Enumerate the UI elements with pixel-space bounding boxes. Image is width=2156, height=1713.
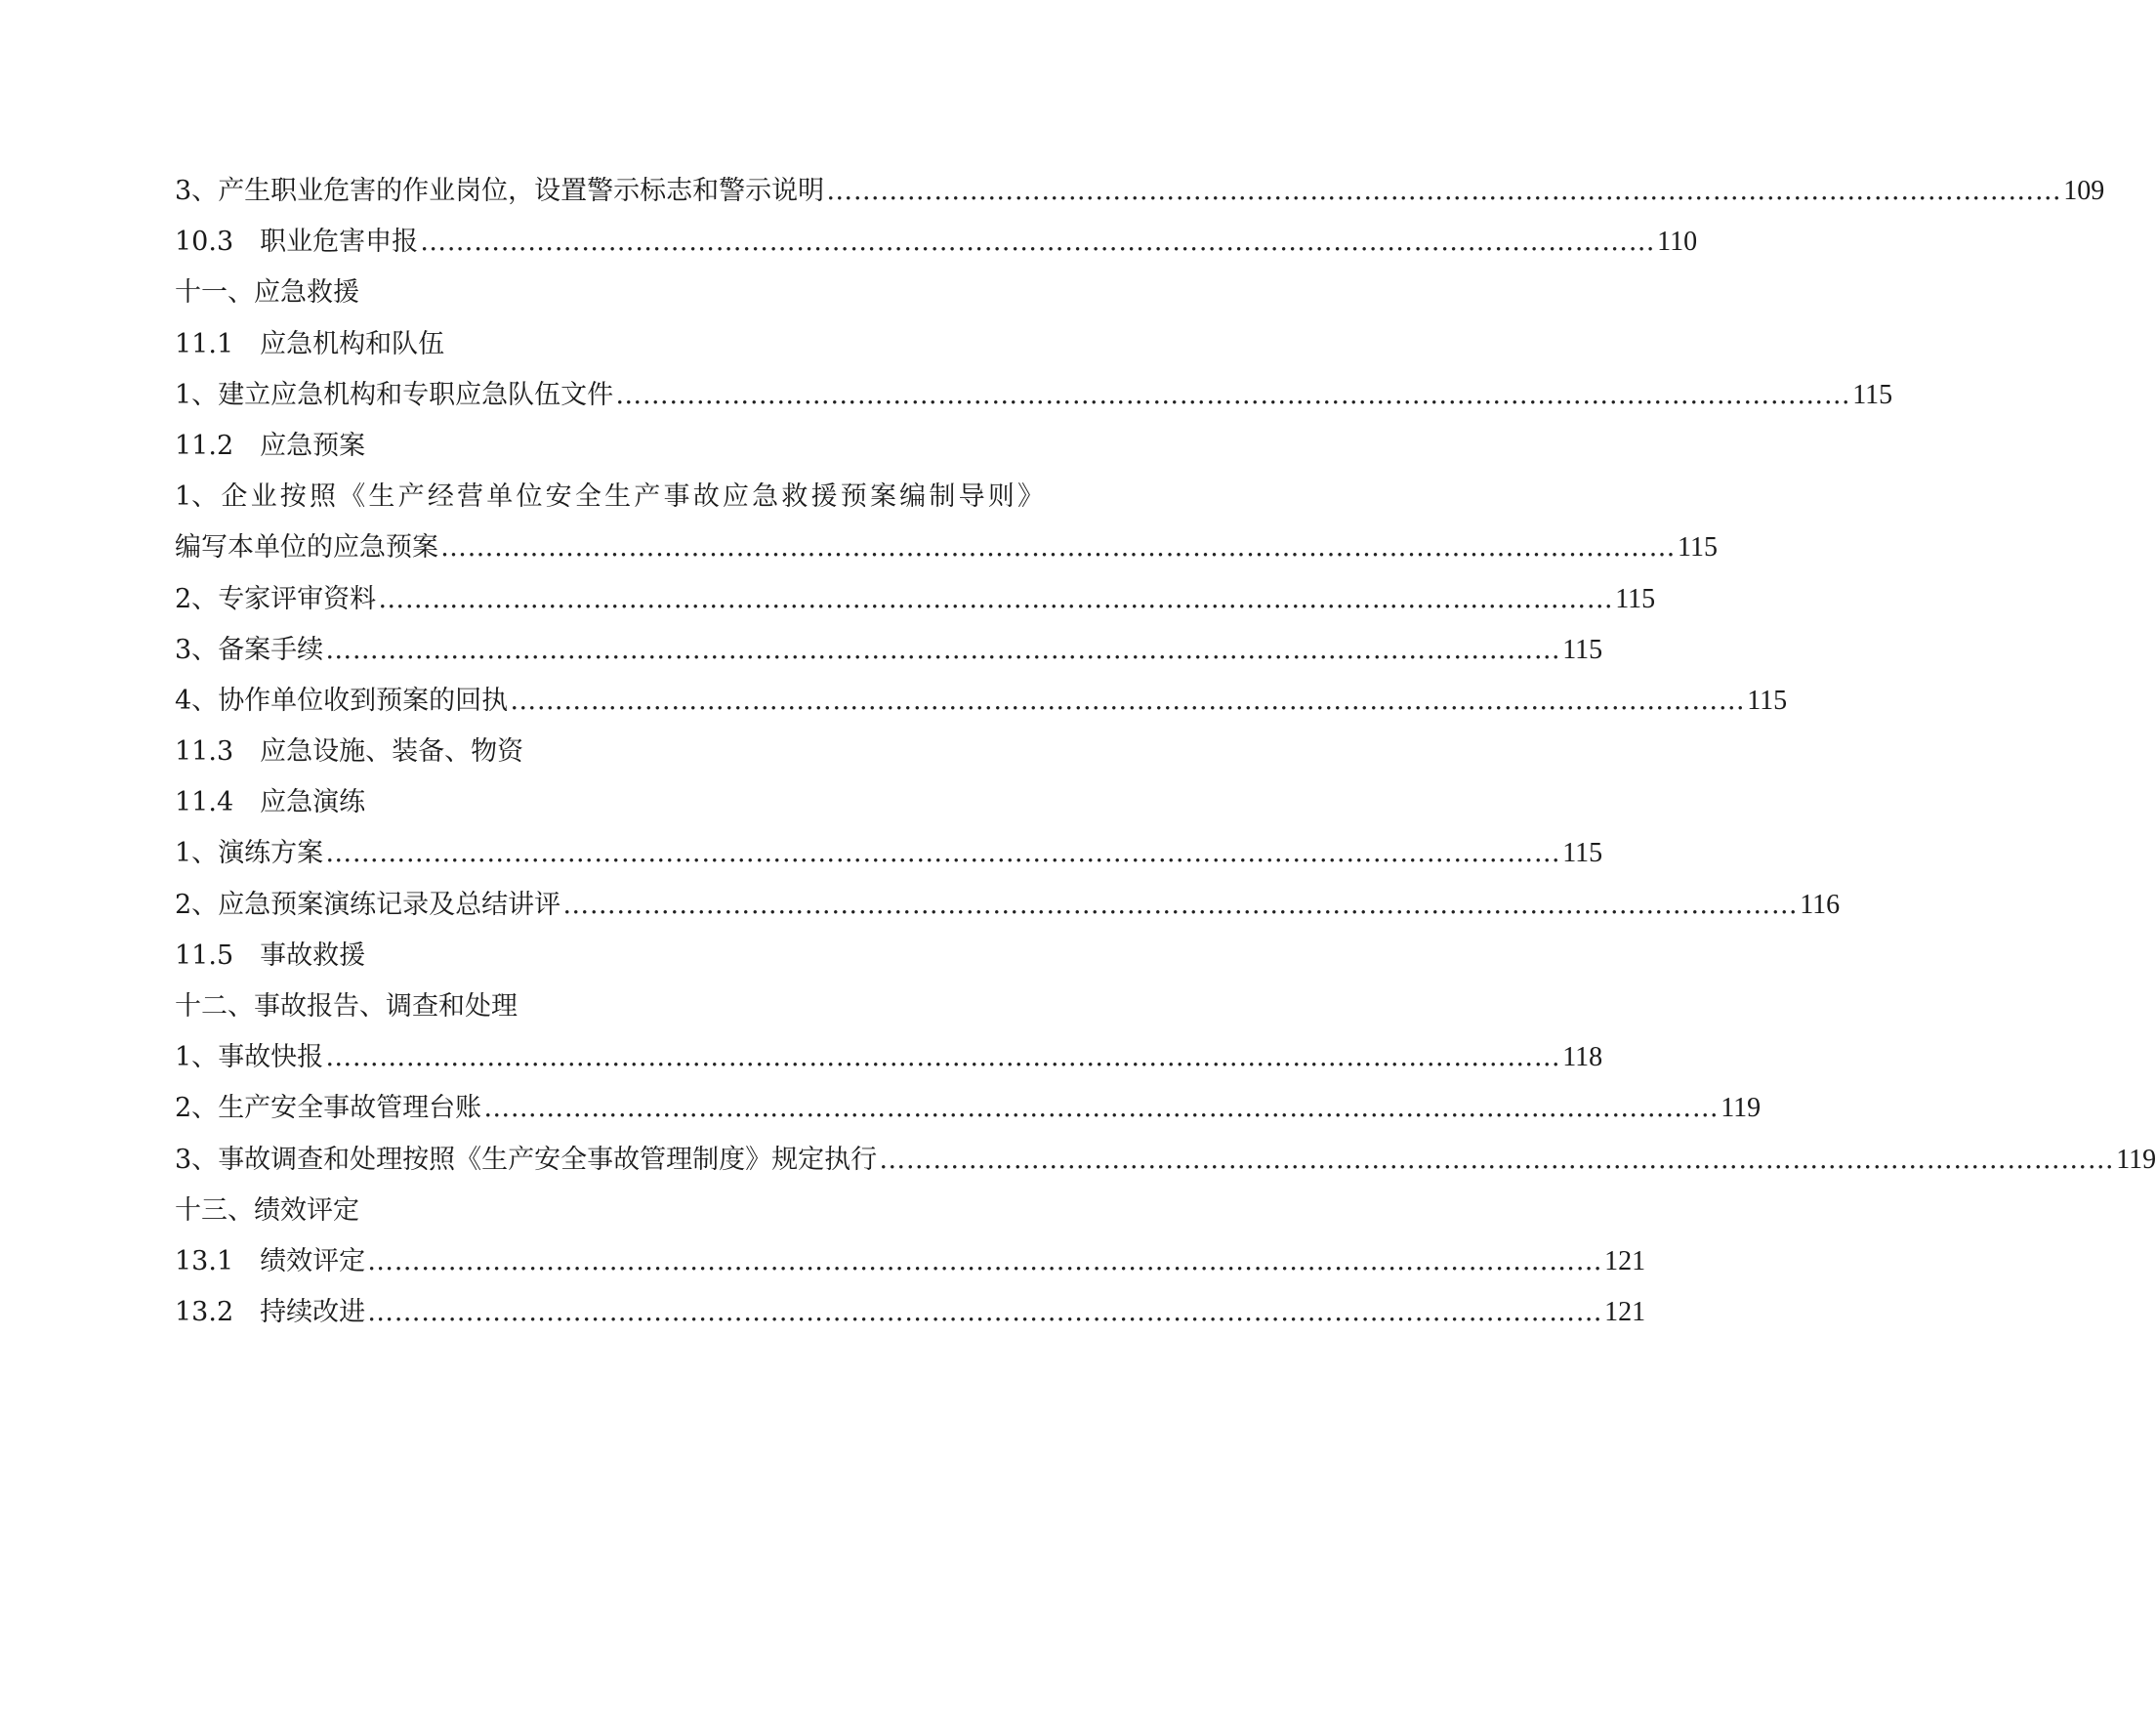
toc-entry-label: 应急机构和队伍	[260, 328, 445, 359]
toc-dot-leader: …………………………………………………………………………………………………………………………	[510, 685, 1746, 716]
toc-entry	[175, 1135, 2156, 1186]
toc-entry-title	[175, 828, 323, 879]
toc-entry-label: 十二、事故报告、调查和处理	[175, 991, 518, 1022]
toc-entry-number: 11.3	[175, 736, 261, 768]
toc-entry-label: 事故救援	[260, 940, 366, 971]
toc-entry-number: 3、	[175, 176, 219, 206]
toc-dot-leader: …………………………………………………………………………………………………………………………	[420, 227, 1656, 258]
toc-page-number: 121	[1604, 1245, 1646, 1276]
toc-entry-label: 事故快报	[218, 1042, 324, 1073]
toc-entry	[175, 1287, 1646, 1338]
toc-entry-title	[175, 1083, 481, 1134]
toc-entry	[175, 727, 1044, 777]
toc-page-number: 110	[1657, 227, 1698, 258]
toc-entry-label: 专家评审资料	[218, 583, 377, 614]
toc-dot-leader: …………………………………………………………………………………………………………………………	[367, 1297, 1603, 1328]
toc-entry-number: 13.1	[175, 1245, 261, 1276]
toc-dot-leader: …………………………………………………………………………………………………………………………	[562, 889, 1799, 920]
toc-entry-number: 2、	[175, 583, 219, 614]
toc-entry	[175, 1032, 1603, 1083]
toc-entry-label: 持续改进	[260, 1297, 366, 1328]
toc-entry-title	[175, 676, 508, 727]
toc-entry-label: 应急演练	[260, 787, 366, 818]
toc-entry-number: 2、	[175, 889, 219, 920]
toc-dot-leader: …………………………………………………………………………………………………………………………	[615, 379, 1851, 410]
toc-entry-number: 2、	[175, 1093, 219, 1124]
toc-dot-leader: …………………………………………………………………………………………………………………………	[879, 1144, 2115, 1175]
toc-entry-number: 1、	[175, 1042, 219, 1073]
toc-entry-number: 1、	[175, 379, 219, 410]
toc-page-number: 109	[2063, 176, 2105, 206]
toc-entry-label: 编写本单位的应急预案	[175, 532, 438, 564]
toc-entry-label: 职业危害申报	[260, 227, 419, 258]
toc-entry-number: 11.2	[175, 430, 261, 461]
toc-entry-number: 11.5	[175, 940, 261, 971]
toc-entry-number: 13.2	[175, 1297, 261, 1328]
toc-dot-leader: …………………………………………………………………………………………………………………………	[440, 532, 1676, 564]
toc-entry	[175, 931, 1044, 982]
toc-entry-number: 11.4	[175, 787, 261, 818]
toc-entry	[175, 1083, 1762, 1134]
toc-entry-title	[175, 1287, 365, 1338]
toc-entry-title	[175, 982, 518, 1032]
toc-entry-title	[175, 268, 359, 318]
toc-entry	[175, 370, 1893, 421]
toc-dot-leader: …………………………………………………………………………………………………………………………	[325, 634, 1561, 665]
toc-entry-number: 1、	[175, 838, 219, 869]
toc-entry-title	[175, 777, 365, 828]
toc-entry-label: 演练方案	[218, 838, 324, 869]
toc-entry-title	[175, 625, 323, 676]
toc-entry-label: 产生职业危害的作业岗位，设置警示标志和警示说明	[218, 176, 825, 206]
toc-entry	[175, 268, 1044, 318]
toc-page-number: 116	[1800, 889, 1841, 920]
toc-page-number: 115	[1678, 532, 1718, 564]
toc-entry-label: 十三、绩效评定	[175, 1194, 359, 1226]
toc-page-number: 115	[1852, 379, 1893, 410]
toc-entry-title	[175, 472, 1044, 522]
toc-entry-label: 事故调查和处理按照《生产安全事故管理制度》规定执行	[218, 1144, 878, 1175]
toc-entry	[175, 166, 2105, 217]
toc-entry-number: 1、	[175, 481, 219, 513]
toc-page-number: 119	[1721, 1093, 1762, 1124]
toc-entry	[175, 880, 1841, 931]
toc-page-number: 115	[1562, 634, 1603, 665]
toc-entry-title	[175, 727, 523, 777]
toc-entry-title	[175, 421, 365, 472]
toc-entry-title	[175, 574, 376, 625]
toc-entry-label: 应急设施、装备、物资	[260, 736, 524, 768]
toc-page-number: 119	[2116, 1144, 2156, 1175]
toc-entry	[175, 1186, 1044, 1236]
toc-entry-title	[175, 217, 418, 268]
toc-entry	[175, 676, 1788, 727]
toc-entry-number: 3、	[175, 1144, 219, 1175]
toc-dot-leader: …………………………………………………………………………………………………………………………	[483, 1093, 1720, 1124]
toc-entry-number: 3、	[175, 634, 219, 665]
toc-entry-title	[175, 319, 444, 370]
toc-entry-title	[175, 1236, 365, 1287]
toc-entry-title	[175, 880, 560, 931]
toc-dot-leader: …………………………………………………………………………………………………………………………	[367, 1245, 1603, 1276]
toc-page-number: 115	[1562, 838, 1603, 869]
toc-entry	[175, 777, 1044, 828]
toc-page-number: 115	[1615, 583, 1656, 614]
toc-entry-label: 企业按照《生产经营单位安全生产事故应急救援预案编制导则》	[218, 481, 1044, 513]
toc-entry	[175, 319, 1044, 370]
toc-entry-number: 4、	[175, 685, 219, 716]
toc-entry	[175, 574, 1656, 625]
table-of-contents	[175, 166, 2156, 1338]
toc-dot-leader: …………………………………………………………………………………………………………………………	[325, 838, 1561, 869]
toc-entry-title	[175, 1135, 877, 1186]
toc-dot-leader: …………………………………………………………………………………………………………………………	[325, 1042, 1561, 1073]
toc-entry-label: 十一、应急救援	[175, 277, 359, 309]
toc-entry-title	[175, 1032, 323, 1083]
toc-page-number: 121	[1604, 1297, 1646, 1328]
toc-entry-label: 建立应急机构和专职应急队伍文件	[218, 379, 614, 410]
toc-entry	[175, 472, 1044, 522]
toc-entry	[175, 982, 1044, 1032]
toc-entry	[175, 217, 1698, 268]
toc-entry-label: 生产安全事故管理台账	[218, 1093, 482, 1124]
toc-entry-label: 协作单位收到预案的回执	[218, 685, 509, 716]
toc-entry	[175, 1236, 1646, 1287]
toc-page-number: 115	[1747, 685, 1788, 716]
toc-entry-label: 应急预案	[260, 430, 366, 461]
toc-entry	[175, 421, 1044, 472]
toc-entry-title	[175, 931, 365, 982]
toc-entry	[175, 522, 1718, 573]
toc-entry-label: 备案手续	[218, 634, 324, 665]
toc-entry-number: 11.1	[175, 328, 261, 359]
toc-entry-label: 应急预案演练记录及总结讲评	[218, 889, 561, 920]
toc-entry	[175, 828, 1603, 879]
toc-entry	[175, 625, 1603, 676]
toc-page-number: 118	[1562, 1042, 1603, 1073]
toc-dot-leader: …………………………………………………………………………………………………………………………	[826, 176, 2062, 206]
toc-dot-leader: …………………………………………………………………………………………………………………………	[378, 583, 1614, 614]
toc-entry-title	[175, 166, 824, 217]
toc-entry-title	[175, 370, 613, 421]
toc-entry-number: 10.3	[175, 227, 261, 258]
toc-entry-title	[175, 1186, 359, 1236]
toc-entry-title	[175, 522, 438, 573]
toc-entry-label: 绩效评定	[260, 1245, 366, 1276]
